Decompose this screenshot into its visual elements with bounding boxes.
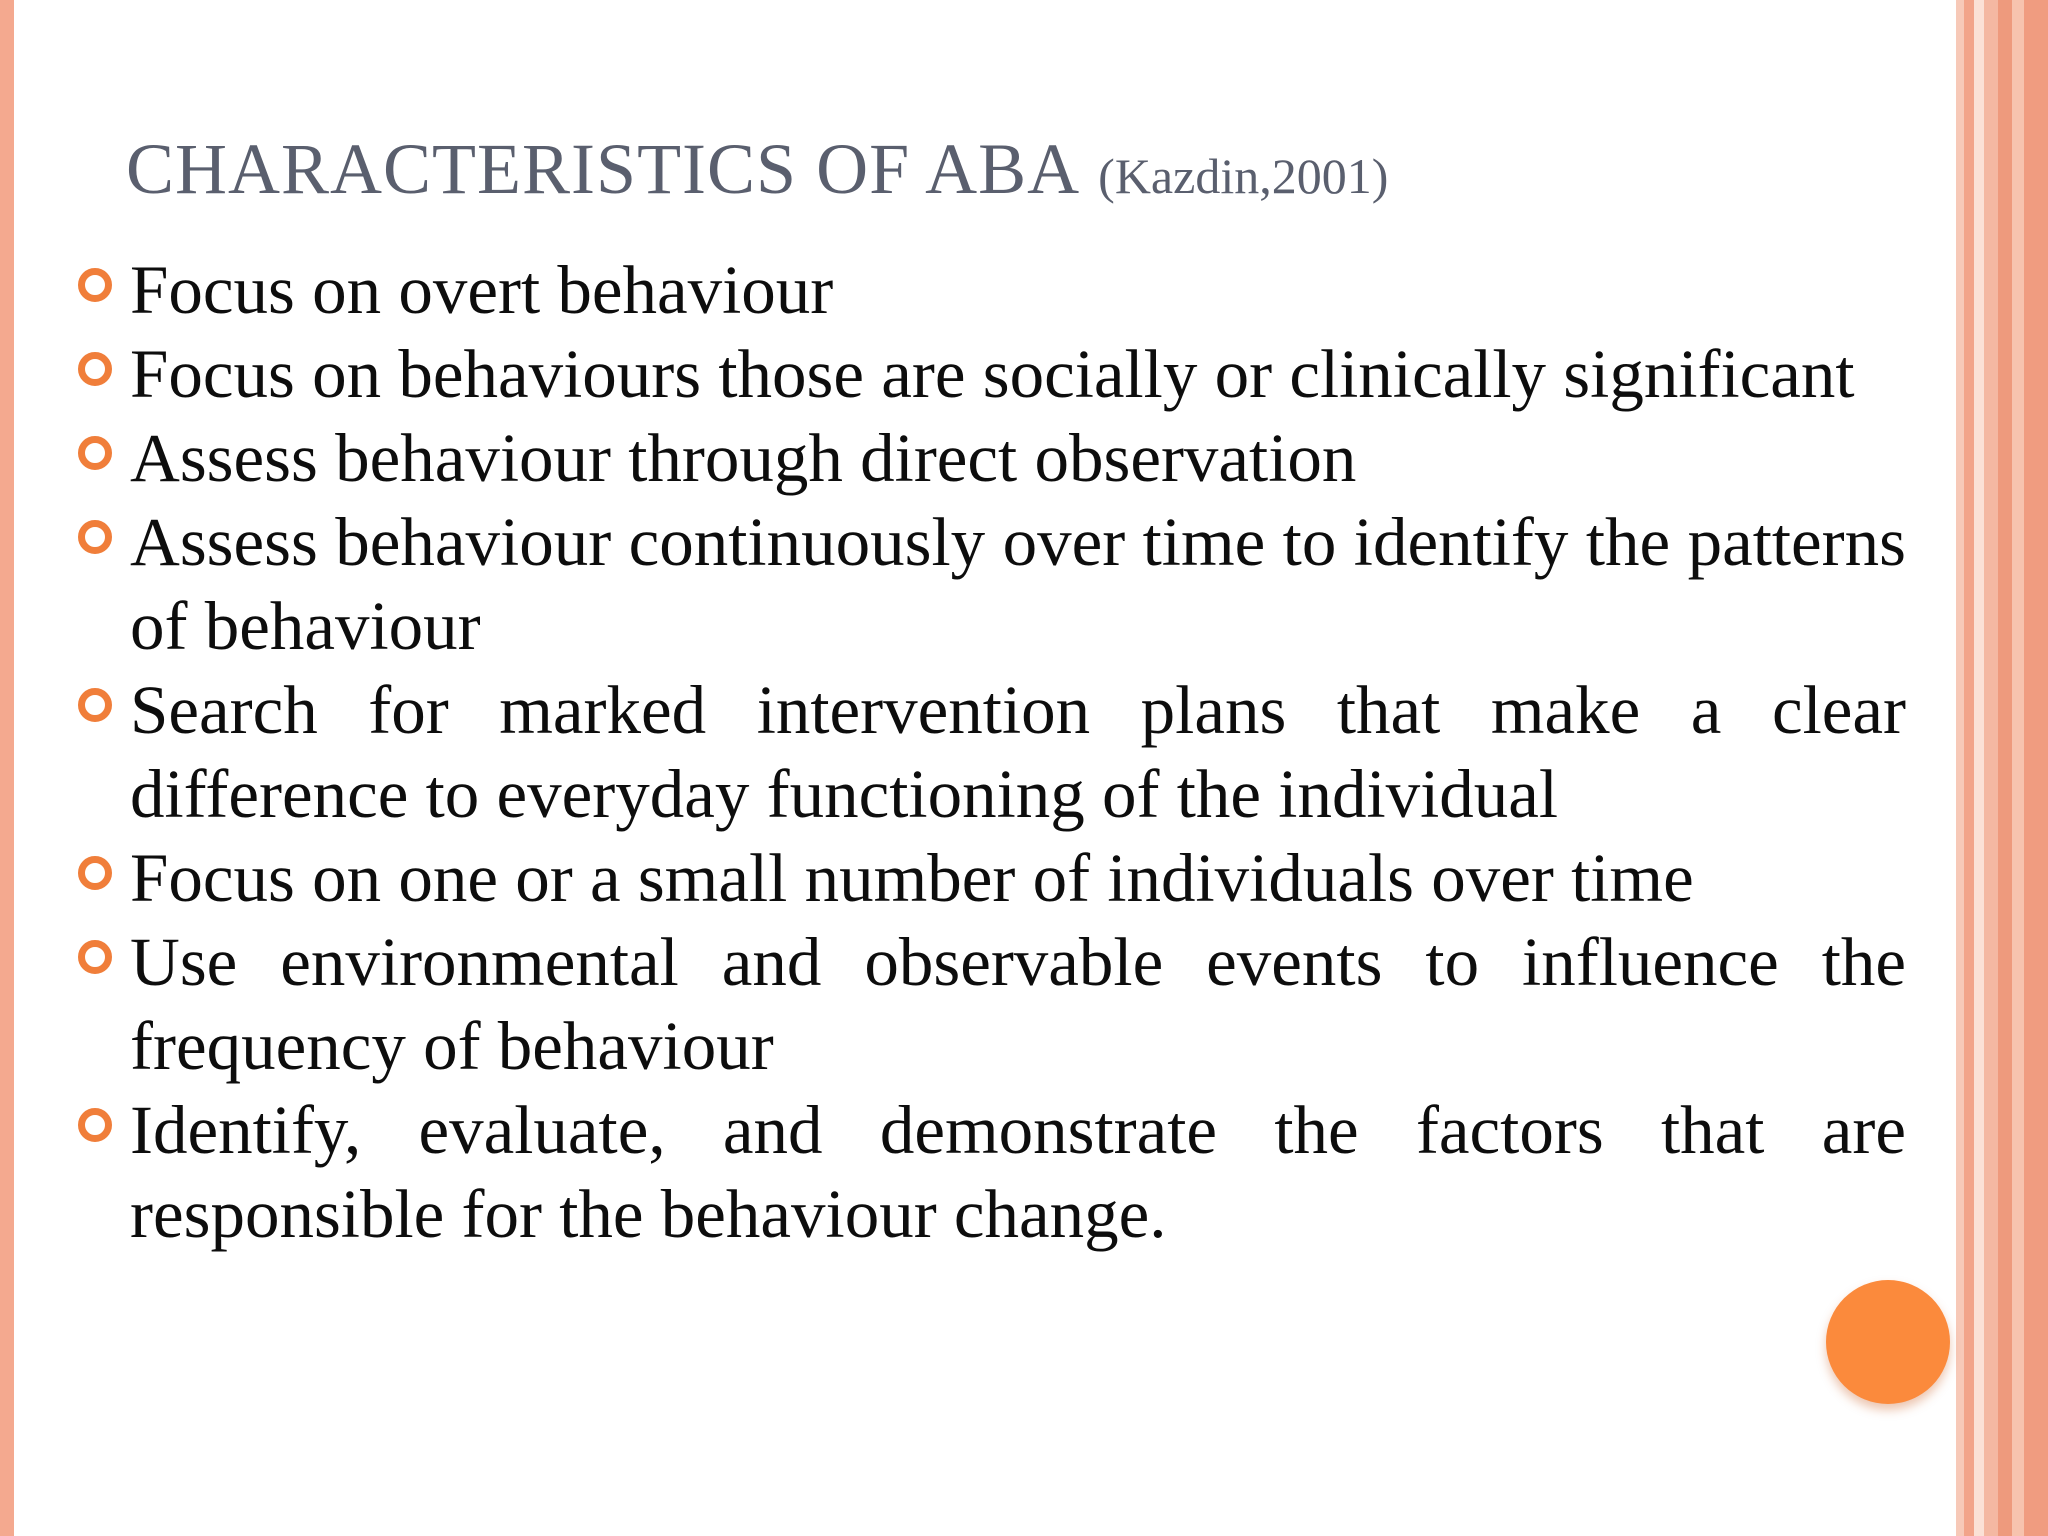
- bullet-text: Identify, evaluate, and demonstrate the factors that are responsible for the behaviour change.: [130, 1092, 1906, 1252]
- hollow-circle-bullet-icon: [78, 268, 112, 302]
- bullet-item: [70, 668, 1906, 836]
- bullet-item: [70, 248, 1906, 332]
- bullet-text: Assess behaviour continuously over time to identify the patterns of behaviour: [130, 504, 1906, 664]
- right-border-band: [1956, 0, 1964, 1536]
- bullet-item: [70, 836, 1906, 920]
- slide-title: [126, 128, 1388, 211]
- title-citation: (Kazdin,2001): [1098, 148, 1389, 204]
- hollow-circle-bullet-icon: [78, 856, 112, 890]
- orange-circle-icon: [1826, 1280, 1950, 1404]
- bullet-text: Focus on overt behaviour: [130, 252, 834, 328]
- bullet-list: [70, 248, 1906, 1256]
- right-border-band: [1974, 0, 1984, 1536]
- right-border-band: [1998, 0, 2012, 1536]
- right-border-band: [2024, 0, 2048, 1536]
- bullet-text: Focus on behaviours those are socially or clinically significant: [130, 336, 1855, 412]
- bullet-text: Search for marked intervention plans that make a clear difference to everyday functioning of the individual: [130, 672, 1906, 832]
- hollow-circle-bullet-icon: [78, 520, 112, 554]
- hollow-circle-bullet-icon: [78, 1108, 112, 1142]
- bullet-item: [70, 500, 1906, 668]
- right-border-band: [1964, 0, 1974, 1536]
- hollow-circle-bullet-icon: [78, 688, 112, 722]
- title-text: CHARACTERISTICS OF ABA: [126, 129, 1081, 209]
- right-border-band: [2012, 0, 2024, 1536]
- left-border-stripe: [0, 0, 14, 1536]
- bullet-item: [70, 332, 1906, 416]
- bullet-text: Use environmental and observable events to influence the frequency of behaviour: [130, 924, 1906, 1084]
- bullet-text: Focus on one or a small number of individuals over time: [130, 840, 1694, 916]
- hollow-circle-bullet-icon: [78, 436, 112, 470]
- hollow-circle-bullet-icon: [78, 352, 112, 386]
- bullet-item: [70, 1088, 1906, 1256]
- bullet-item: [70, 920, 1906, 1088]
- bullet-item: [70, 416, 1906, 500]
- right-border-band: [1984, 0, 1998, 1536]
- bullet-text: Assess behaviour through direct observation: [130, 420, 1357, 496]
- hollow-circle-bullet-icon: [78, 940, 112, 974]
